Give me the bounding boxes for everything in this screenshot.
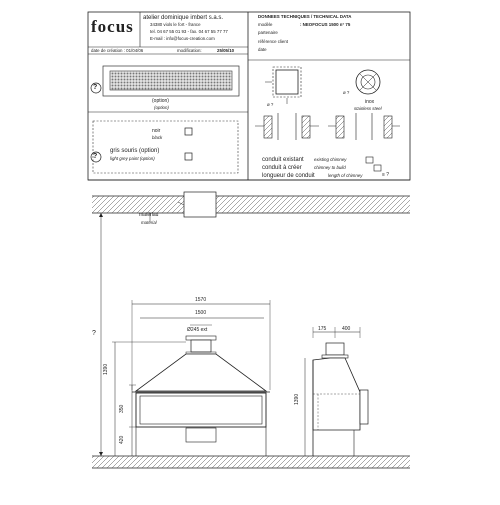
modification-label: modification: (177, 48, 202, 53)
existing-chimney-label: conduit existant (262, 157, 304, 163)
gris-checkbox[interactable] (185, 153, 192, 160)
grille-icon (110, 71, 232, 90)
modification-date: 25/05/10 (217, 48, 235, 53)
chimney-length-label-en: length of chimney (328, 173, 363, 178)
company-name: atelier dominique imbert s.a.s. (143, 15, 224, 21)
noir-label-en: black (152, 135, 163, 140)
duct-section-right (328, 113, 400, 140)
grille-question-mark: ? (93, 84, 98, 91)
material-label: matériau (139, 212, 159, 218)
dim-400: 400 (342, 326, 351, 332)
floor (92, 456, 410, 468)
round-duct-phi: ø ? (343, 90, 350, 95)
dim-350: 350 (119, 404, 125, 413)
company-logo: focus (91, 17, 134, 36)
existing-chimney-checkbox[interactable] (366, 157, 373, 163)
gris-label-en: light grey paint (option) (110, 156, 155, 161)
company-address: 34380 viols le fort - france (150, 22, 201, 27)
dim-diameter: Ø245 ext (187, 327, 208, 333)
chimney-to-build-label-en: chimney to build (314, 165, 346, 170)
company-email: E-mail : info@focus-creation.com (150, 36, 215, 41)
chimney-to-build-label: conduit à créer (262, 165, 302, 171)
dim-420: 420 (119, 435, 125, 444)
dim-1390-side: 1390 (294, 393, 300, 405)
color-question-mark: ? (93, 153, 98, 160)
height-question-mark: ? (92, 330, 96, 337)
dim-1570: 1570 (195, 297, 207, 303)
side-view (305, 327, 368, 456)
creation-date: date de création : 01/04/06 (91, 48, 144, 53)
chimney-to-build-checkbox[interactable] (374, 165, 381, 171)
dim-175: 175 (318, 326, 327, 332)
inox-label-en: stainless steel (354, 106, 382, 111)
dim-1390-front: 1390 (103, 363, 109, 375)
front-view (112, 297, 270, 456)
duct-section-left (255, 113, 319, 140)
chimney-length-value: ≡ ? (382, 172, 390, 178)
chimney-length-label: longueur de conduit (262, 173, 315, 179)
grille-option-label: (option) (152, 98, 169, 104)
date-label: date (258, 47, 267, 52)
round-duct-icon (356, 70, 380, 94)
square-duct-icon (265, 67, 301, 104)
dim-1500: 1500 (195, 310, 207, 316)
square-duct-phi: ø ? (267, 102, 274, 107)
company-phone: tel. 04 67 55 01 93 - fax. 04 67 55 77 77 (150, 29, 228, 34)
grille-option-label-en: (option) (154, 105, 169, 110)
model-label: modèle (258, 22, 273, 27)
existing-chimney-label-en: existing chimney (314, 157, 347, 162)
inox-label: inox (365, 99, 375, 105)
partner-label: partenaire (258, 30, 278, 35)
material-label-en: material (141, 220, 157, 225)
technical-data-title: DONNEES TECHNIQUES / TECHNICAL DATA (258, 14, 352, 19)
noir-label: noir (152, 128, 161, 134)
client-reference-label: référence client (258, 39, 289, 44)
gris-label: gris souris (option) (110, 148, 160, 154)
noir-checkbox[interactable] (185, 128, 192, 135)
model-value: : NEOFOCUS 1500 n° 75 (300, 22, 351, 27)
